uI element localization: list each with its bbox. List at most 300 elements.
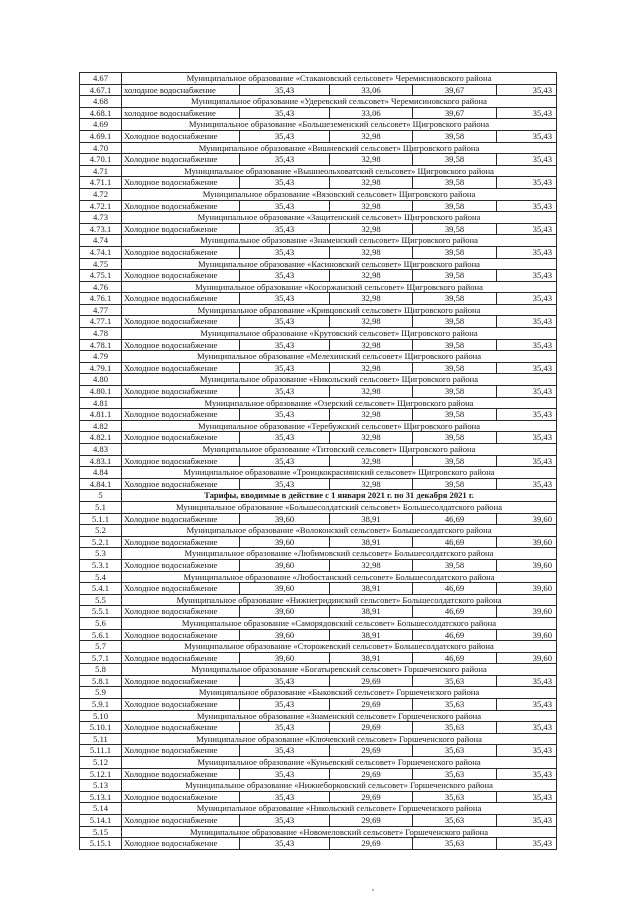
tariff-value-4: 35,43 [497,223,557,235]
service-label: Холодное водоснабжение [122,559,240,571]
row-number: 4.79 [80,351,122,363]
tariff-value-4: 39,60 [497,629,557,641]
tariff-value-3: 39,58 [413,339,497,351]
tariff-value-1: 35,43 [240,815,330,827]
service-label: холодное водоснабжение [122,84,240,96]
municipality-header-row [80,803,557,815]
tariff-row [80,513,557,525]
tariff-value-1: 35,43 [240,455,330,467]
tariff-value-4: 39,60 [497,513,557,525]
tariff-value-1: 35,43 [240,316,330,328]
tariff-value-2: 32,98 [330,200,413,212]
tariff-value-2: 32,98 [330,177,413,189]
municipality-header-row [80,328,557,340]
municipality-title: Муниципальное образование «Теребужский сельсовет» Щигровского района [122,420,557,432]
tariff-value-4: 35,43 [497,270,557,282]
tariff-value-1: 35,43 [240,362,330,374]
tariff-value-1: 35,43 [240,745,330,757]
tariff-value-1: 35,43 [240,409,330,421]
row-number: 4.75.1 [80,270,122,282]
tariff-value-2: 32,98 [330,270,413,282]
tariff-value-2: 38,91 [330,513,413,525]
tariff-value-3: 39,58 [413,386,497,398]
row-number: 4.81 [80,397,122,409]
tariff-row [80,478,557,490]
row-number: 5.7 [80,641,122,653]
tariff-value-2: 38,91 [330,536,413,548]
municipality-title: Муниципальное образование «Вышнеольховатский сельсовет» Щигровского района [122,165,557,177]
tariff-row [80,455,557,467]
tariff-value-2: 32,98 [330,246,413,258]
service-label: Холодное водоснабжение [122,409,240,421]
tariff-value-3: 35,63 [413,838,497,850]
municipality-title: Муниципальное образование «Волоконский сельсовет» Большесолдатского района [122,525,557,537]
tariff-row [80,316,557,328]
row-number: 4.75 [80,258,122,270]
service-label: Холодное водоснабжение [122,722,240,734]
municipality-title: Муниципальное образование «Касиновский сельсовет» Щигровского района [122,258,557,270]
row-number: 5.5 [80,594,122,606]
municipality-header-row [80,467,557,479]
tariff-value-1: 35,43 [240,84,330,96]
municipality-header-row [80,525,557,537]
tariff-value-1: 35,43 [240,223,330,235]
municipality-header-row [80,733,557,745]
tariff-value-1: 35,43 [240,107,330,119]
row-number: 4.71 [80,165,122,177]
tariff-row [80,386,557,398]
service-label: Холодное водоснабжение [122,652,240,664]
tariff-row [80,768,557,780]
row-number: 5 [80,490,122,502]
row-number: 5.4 [80,571,122,583]
service-label: Холодное водоснабжение [122,583,240,595]
tariff-value-3: 46,69 [413,606,497,618]
service-label: Холодное водоснабжение [122,362,240,374]
service-label: Холодное водоснабжение [122,745,240,757]
tariff-value-1: 35,43 [240,791,330,803]
row-number: 4.81.1 [80,409,122,421]
tariff-value-4: 35,43 [497,107,557,119]
municipality-title: Муниципальное образование «Куньевский сельсовет» Горшеченского района [122,757,557,769]
tariff-row [80,699,557,711]
tariff-value-3: 35,63 [413,722,497,734]
tariff-value-2: 38,91 [330,583,413,595]
municipality-title: Муниципальное образование «Нижнегридинский сельсовет» Большесолдатского района [122,594,557,606]
tariff-value-4: 35,43 [497,316,557,328]
municipality-title: Муниципальное образование «Никольский сельсовет» Щигровского района [122,374,557,386]
service-label: Холодное водоснабжение [122,536,240,548]
service-label: Холодное водоснабжение [122,675,240,687]
tariff-value-4: 35,43 [497,362,557,374]
tariff-value-3: 39,58 [413,246,497,258]
municipality-title: Муниципальное образование «Вишневский сельсовет» Щигровского района [122,142,557,154]
tariff-value-3: 35,63 [413,815,497,827]
tariff-value-1: 39,60 [240,629,330,641]
tariff-value-2: 32,98 [330,154,413,166]
tariff-value-4: 35,43 [497,768,557,780]
row-number: 4.76.1 [80,293,122,305]
tariff-value-2: 32,98 [330,386,413,398]
tariff-value-1: 35,43 [240,154,330,166]
tariff-row [80,246,557,258]
tariff-value-1: 35,43 [240,699,330,711]
tariff-value-1: 35,43 [240,432,330,444]
tariff-value-3: 39,58 [413,409,497,421]
tariff-value-2: 38,91 [330,652,413,664]
tariff-value-4: 39,60 [497,583,557,595]
tariff-value-2: 29,69 [330,675,413,687]
municipality-header-row [80,501,557,513]
tariff-value-4: 35,43 [497,838,557,850]
tariff-value-1: 39,60 [240,652,330,664]
service-label: Холодное водоснабжение [122,130,240,142]
municipality-header-row [80,826,557,838]
municipality-title: Муниципальное образование «Защитенский сельсовет» Щигровского района [122,212,557,224]
tariff-value-3: 39,58 [413,455,497,467]
tariff-value-2: 32,98 [330,339,413,351]
row-number: 4.68.1 [80,107,122,119]
tariff-value-2: 29,69 [330,791,413,803]
row-number: 4.77 [80,304,122,316]
tariff-value-2: 32,98 [330,293,413,305]
municipality-header-row [80,757,557,769]
row-number: 5.15 [80,826,122,838]
tariff-value-1: 35,43 [240,270,330,282]
tariff-row [80,409,557,421]
row-number: 5.10 [80,710,122,722]
tariff-value-1: 35,43 [240,293,330,305]
tariff-value-2: 32,98 [330,559,413,571]
row-number: 5.9 [80,687,122,699]
tariff-value-4: 35,43 [497,409,557,421]
tariff-row [80,339,557,351]
row-number: 4.76 [80,281,122,293]
row-number: 4.72.1 [80,200,122,212]
row-number: 4.69.1 [80,130,122,142]
municipality-title: Муниципальное образование «Быковский сельсовет» Горшеченского района [122,687,557,699]
tariff-value-4: 39,60 [497,559,557,571]
tariff-row [80,536,557,548]
tariff-value-4: 35,43 [497,791,557,803]
tariff-value-1: 35,43 [240,177,330,189]
tariff-value-3: 39,58 [413,432,497,444]
tariff-value-1: 35,43 [240,722,330,734]
service-label: Холодное водоснабжение [122,339,240,351]
tariff-value-1: 35,43 [240,675,330,687]
municipality-header-row [80,664,557,676]
row-number: 5.11 [80,733,122,745]
row-number: 5.2.1 [80,536,122,548]
row-number: 5.15.1 [80,838,122,850]
municipality-title: Муниципальное образование «Крутовский сельсовет» Щигровского района [122,328,557,340]
tariff-value-3: 39,67 [413,84,497,96]
row-number: 4.68 [80,96,122,108]
municipality-title: Муниципальное образование «Удеревский сельсовет» Черемисиновского района [122,96,557,108]
municipality-title: Муниципальное образование «Большесолдатский сельсовет» Большесолдатского района [122,501,557,513]
municipality-header-row [80,212,557,224]
tariff-value-3: 46,69 [413,536,497,548]
tariff-value-1: 35,43 [240,478,330,490]
tariff-row [80,559,557,571]
municipality-title: Муниципальное образование «Сторожевский сельсовет» Большесолдатского района [122,641,557,653]
row-number: 4.80 [80,374,122,386]
tariff-row [80,130,557,142]
municipality-header-row [80,304,557,316]
row-number: 4.83 [80,444,122,456]
tariff-value-3: 35,63 [413,699,497,711]
tariff-value-1: 35,43 [240,838,330,850]
municipality-title: Муниципальное образование «Богатыревский сельсовет» Горшеченского района [122,664,557,676]
service-label: Холодное водоснабжение [122,270,240,282]
municipality-title: Муниципальное образование «Кривцовский сельсовет» Щигровского района [122,304,557,316]
service-label: Холодное водоснабжение [122,432,240,444]
tariff-value-2: 32,98 [330,478,413,490]
tariff-value-2: 33,06 [330,107,413,119]
service-label: Холодное водоснабжение [122,386,240,398]
service-label: Холодное водоснабжение [122,223,240,235]
tariff-value-1: 35,43 [240,200,330,212]
row-number: 4.80.1 [80,386,122,398]
tariff-row [80,791,557,803]
tariff-value-3: 39,58 [413,362,497,374]
tariff-value-3: 46,69 [413,652,497,664]
row-number: 5.12.1 [80,768,122,780]
tariff-table [79,72,557,850]
municipality-header-row [80,548,557,560]
service-label: Холодное водоснабжение [122,455,240,467]
tariff-value-4: 35,43 [497,745,557,757]
municipality-header-row [80,571,557,583]
tariff-row [80,177,557,189]
service-label: Холодное водоснабжение [122,316,240,328]
tariff-value-3: 39,58 [413,223,497,235]
municipality-header-row [80,710,557,722]
tariff-row [80,200,557,212]
tariff-value-4: 35,43 [497,432,557,444]
tariff-row [80,815,557,827]
tariff-value-4: 39,60 [497,606,557,618]
tariff-value-3: 46,69 [413,513,497,525]
row-number: 5.1.1 [80,513,122,525]
tariff-table-body [80,73,557,850]
tariff-value-4: 35,43 [497,130,557,142]
service-label: Холодное водоснабжение [122,154,240,166]
municipality-header-row [80,165,557,177]
tariff-value-4: 35,43 [497,699,557,711]
row-number: 4.70 [80,142,122,154]
row-number: 4.83.1 [80,455,122,467]
service-label: Холодное водоснабжение [122,838,240,850]
tariff-value-2: 32,98 [330,409,413,421]
row-number: 5.6.1 [80,629,122,641]
row-number: 5.14.1 [80,815,122,827]
tariff-value-2: 32,98 [330,455,413,467]
scan-speck [372,889,374,891]
service-label: Холодное водоснабжение [122,699,240,711]
municipality-header-row [80,617,557,629]
municipality-header-row [80,641,557,653]
tariff-value-1: 39,60 [240,536,330,548]
tariff-value-3: 35,63 [413,791,497,803]
tariff-value-4: 35,43 [497,84,557,96]
tariff-value-3: 39,58 [413,130,497,142]
row-number: 4.73 [80,212,122,224]
tariff-value-2: 29,69 [330,699,413,711]
municipality-header-row [80,142,557,154]
tariff-value-3: 39,58 [413,559,497,571]
row-number: 5.13 [80,780,122,792]
municipality-header-row [80,119,557,131]
tariff-row [80,583,557,595]
municipality-header-row [80,351,557,363]
municipality-header-row [80,96,557,108]
row-number: 4.74 [80,235,122,247]
tariff-value-2: 32,98 [330,316,413,328]
municipality-title: Муниципальное образование «Озерский сельсовет» Щигровского района [122,397,557,409]
municipality-title: Муниципальное образование «Вязовский сельсовет» Щигровского района [122,188,557,200]
tariff-value-4: 39,60 [497,536,557,548]
municipality-title: Муниципальное образование «Любимовский сельсовет» Большесолдатского района [122,548,557,560]
row-number: 4.82 [80,420,122,432]
tariff-row [80,838,557,850]
municipality-title: Муниципальное образование «Саморядовский сельсовет» Большесолдатского района [122,617,557,629]
service-label: Холодное водоснабжение [122,791,240,803]
row-number: 5.5.1 [80,606,122,618]
municipality-title: Муниципальное образование «Новомеловский сельсовет» Горшеченского района [122,826,557,838]
row-number: 4.67.1 [80,84,122,96]
service-label: Холодное водоснабжение [122,177,240,189]
tariff-value-4: 35,43 [497,455,557,467]
municipality-title: Муниципальное образование «Ключевский сельсовет» Горшеченского района [122,733,557,745]
service-label: Холодное водоснабжение [122,513,240,525]
municipality-title: Муниципальное образование «Косоржанский сельсовет» Щигровского района [122,281,557,293]
row-number: 5.8 [80,664,122,676]
tariff-value-4: 35,43 [497,200,557,212]
row-number: 5.8.1 [80,675,122,687]
municipality-header-row [80,258,557,270]
tariff-value-3: 46,69 [413,629,497,641]
row-number: 4.84.1 [80,478,122,490]
tariff-value-3: 39,67 [413,107,497,119]
municipality-header-row [80,374,557,386]
municipality-title: Муниципальное образование «Троицкокраснянский сельсовет» Щигровского района [122,467,557,479]
tariff-value-3: 39,58 [413,293,497,305]
tariff-value-2: 29,69 [330,745,413,757]
municipality-title: Муниципальное образование «Большеземенский сельсовет» Щигровского района [122,119,557,131]
tariff-value-1: 35,43 [240,339,330,351]
row-number: 5.4.1 [80,583,122,595]
row-number: 5.14 [80,803,122,815]
row-number: 5.2 [80,525,122,537]
service-label: Холодное водоснабжение [122,293,240,305]
tariff-row [80,629,557,641]
row-number: 4.82.1 [80,432,122,444]
municipality-title: Муниципальное образование «Знаменский сельсовет» Щигровского района [122,235,557,247]
tariff-row [80,107,557,119]
tariff-row [80,606,557,618]
service-label: Холодное водоснабжение [122,478,240,490]
row-number: 4.79.1 [80,362,122,374]
municipality-header-row [80,780,557,792]
municipality-title: Муниципальное образование «Любостанский сельсовет» Большесолдатского района [122,571,557,583]
municipality-header-row [80,73,557,85]
municipality-header-row [80,444,557,456]
tariff-value-4: 35,43 [497,246,557,258]
tariff-value-1: 39,60 [240,513,330,525]
row-number: 5.3 [80,548,122,560]
tariff-value-4: 35,43 [497,815,557,827]
municipality-title: Муниципальное образование «Титовский сельсовет» Щигровского района [122,444,557,456]
tariff-value-1: 35,43 [240,386,330,398]
tariff-value-2: 38,91 [330,606,413,618]
tariff-value-4: 35,43 [497,293,557,305]
municipality-header-row [80,420,557,432]
municipality-title: Муниципальное образование «Мелехинский сельсовет» Щигровского района [122,351,557,363]
row-number: 4.78.1 [80,339,122,351]
tariff-row [80,722,557,734]
tariff-value-2: 32,98 [330,432,413,444]
service-label: холодное водоснабжение [122,107,240,119]
tariff-value-1: 35,43 [240,768,330,780]
tariff-row [80,432,557,444]
tariff-row [80,223,557,235]
row-number: 4.72 [80,188,122,200]
service-label: Холодное водоснабжение [122,629,240,641]
municipality-header-row [80,188,557,200]
tariff-row [80,154,557,166]
tariff-value-2: 29,69 [330,815,413,827]
tariff-row [80,270,557,282]
tariff-value-2: 32,98 [330,362,413,374]
tariff-row [80,293,557,305]
municipality-title: Муниципальное образование «Знаменский сельсовет» Горшеченского района [122,710,557,722]
service-label: Холодное водоснабжение [122,606,240,618]
row-number: 4.84 [80,467,122,479]
row-number: 5.13.1 [80,791,122,803]
municipality-header-row [80,235,557,247]
tariff-value-2: 32,98 [330,223,413,235]
tariff-row [80,675,557,687]
tariff-value-1: 39,60 [240,583,330,595]
tariff-value-2: 32,98 [330,130,413,142]
tariff-value-4: 35,43 [497,722,557,734]
section-header-row [80,490,557,502]
tariff-value-3: 46,69 [413,583,497,595]
row-number: 5.9.1 [80,699,122,711]
tariff-value-3: 35,63 [413,768,497,780]
row-number: 4.69 [80,119,122,131]
row-number: 4.74.1 [80,246,122,258]
municipality-header-row [80,397,557,409]
tariff-row [80,652,557,664]
tariff-value-1: 35,43 [240,130,330,142]
tariff-value-3: 39,58 [413,177,497,189]
tariff-value-2: 38,91 [330,629,413,641]
tariff-value-4: 35,43 [497,154,557,166]
tariff-row [80,745,557,757]
row-number: 4.77.1 [80,316,122,328]
tariff-value-2: 29,69 [330,768,413,780]
tariff-value-3: 39,58 [413,200,497,212]
row-number: 5.10.1 [80,722,122,734]
tariff-value-3: 39,58 [413,270,497,282]
tariff-value-4: 35,43 [497,339,557,351]
tariff-value-3: 39,58 [413,316,497,328]
row-number: 4.73.1 [80,223,122,235]
municipality-title: Муниципальное образование «Нижнеборковский сельсовет» Горшеченского района [122,780,557,792]
row-number: 4.78 [80,328,122,340]
